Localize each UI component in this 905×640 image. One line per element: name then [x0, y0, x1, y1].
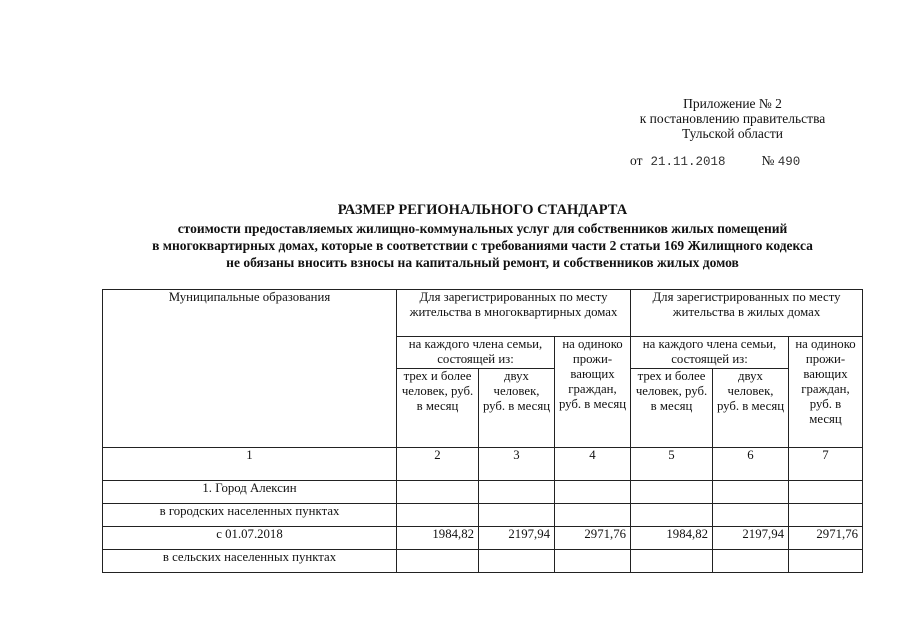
row-value: 2971,76 — [555, 527, 631, 550]
column-number: 1 — [103, 448, 397, 481]
appendix-title: Приложение № 2 — [683, 96, 782, 111]
appendix-region: Тульской области — [682, 126, 783, 141]
title-line-2: в многоквартирных домах, которые в соответствии с требованиями части 2 статьи 169 Жилищного кодекса — [152, 238, 813, 253]
row-value — [789, 504, 863, 527]
row-value: 2197,94 — [479, 527, 555, 550]
order-date-number — [630, 153, 800, 169]
header-house-group: Для зарегистрированных по месту жительства в жилых домах — [631, 290, 863, 337]
title-main: РАЗМЕР РЕГИОНАЛЬНОГО СТАНДАРТА — [337, 202, 628, 218]
row-value — [789, 481, 863, 504]
header-apartment-single: на одиноко прожи-вающих граждан, руб. в месяц — [555, 337, 631, 448]
row-label: 1. Город Алексин — [103, 481, 397, 504]
order-date: 21.11.2018 — [650, 155, 726, 169]
column-number: 2 — [397, 448, 479, 481]
row-value — [631, 550, 713, 573]
row-value — [713, 504, 789, 527]
row-value — [555, 504, 631, 527]
header-apartment-three: трех и более человек, руб. в месяц — [397, 369, 479, 448]
row-value — [713, 550, 789, 573]
date-prefix: от — [630, 153, 643, 168]
row-value — [397, 550, 479, 573]
number-prefix: № — [761, 153, 775, 168]
header-apartment-two: двух человек, руб. в месяц — [479, 369, 555, 448]
order-number: 490 — [777, 155, 801, 169]
row-value — [631, 481, 713, 504]
row-value: 1984,82 — [397, 527, 479, 550]
header-house-three: трех и более человек, руб. в месяц — [631, 369, 713, 448]
header-apartment-group: Для зарегистрированных по месту жительства в многоквартирных домах — [397, 290, 631, 337]
row-value — [555, 481, 631, 504]
title-line-3: не обязаны вносить взносы на капитальный ремонт, и собственников жилых домов — [226, 255, 739, 270]
document-title — [100, 202, 865, 271]
table-row — [103, 504, 863, 527]
row-label: в сельских населенных пунктах — [103, 550, 397, 573]
row-value — [631, 504, 713, 527]
column-number: 4 — [555, 448, 631, 481]
row-value: 2971,76 — [789, 527, 863, 550]
row-value: 1984,82 — [631, 527, 713, 550]
row-value — [713, 481, 789, 504]
row-value — [479, 504, 555, 527]
table-row — [103, 481, 863, 504]
header-house-single: на одиноко прожи-вающих граждан, руб. в месяц — [789, 337, 863, 448]
standard-table — [102, 289, 863, 573]
title-line-1: стоимости предоставляемых жилищно-коммунальных услуг для собственников жилых помещений — [177, 221, 788, 236]
column-number: 7 — [789, 448, 863, 481]
row-value — [479, 481, 555, 504]
row-label: с 01.07.2018 — [103, 527, 397, 550]
appendix-reference: к постановлению правительства — [639, 111, 826, 126]
row-value — [397, 481, 479, 504]
header-apartment-family: на каждого члена семьи, состоящей из: — [397, 337, 555, 369]
row-value: 2197,94 — [713, 527, 789, 550]
column-number: 3 — [479, 448, 555, 481]
header-municipal: Муниципальные образования — [103, 290, 397, 448]
column-number: 6 — [713, 448, 789, 481]
row-value — [397, 504, 479, 527]
table-row — [103, 527, 863, 550]
row-value — [479, 550, 555, 573]
column-number-row — [103, 448, 863, 481]
header-house-family: на каждого члена семьи, состоящей из: — [631, 337, 789, 369]
table-row — [103, 550, 863, 573]
column-number: 5 — [631, 448, 713, 481]
row-value — [555, 550, 631, 573]
row-label: в городских населенных пунктах — [103, 504, 397, 527]
header-house-two: двух человек, руб. в месяц — [713, 369, 789, 448]
appendix-block — [560, 96, 905, 141]
row-value — [789, 550, 863, 573]
